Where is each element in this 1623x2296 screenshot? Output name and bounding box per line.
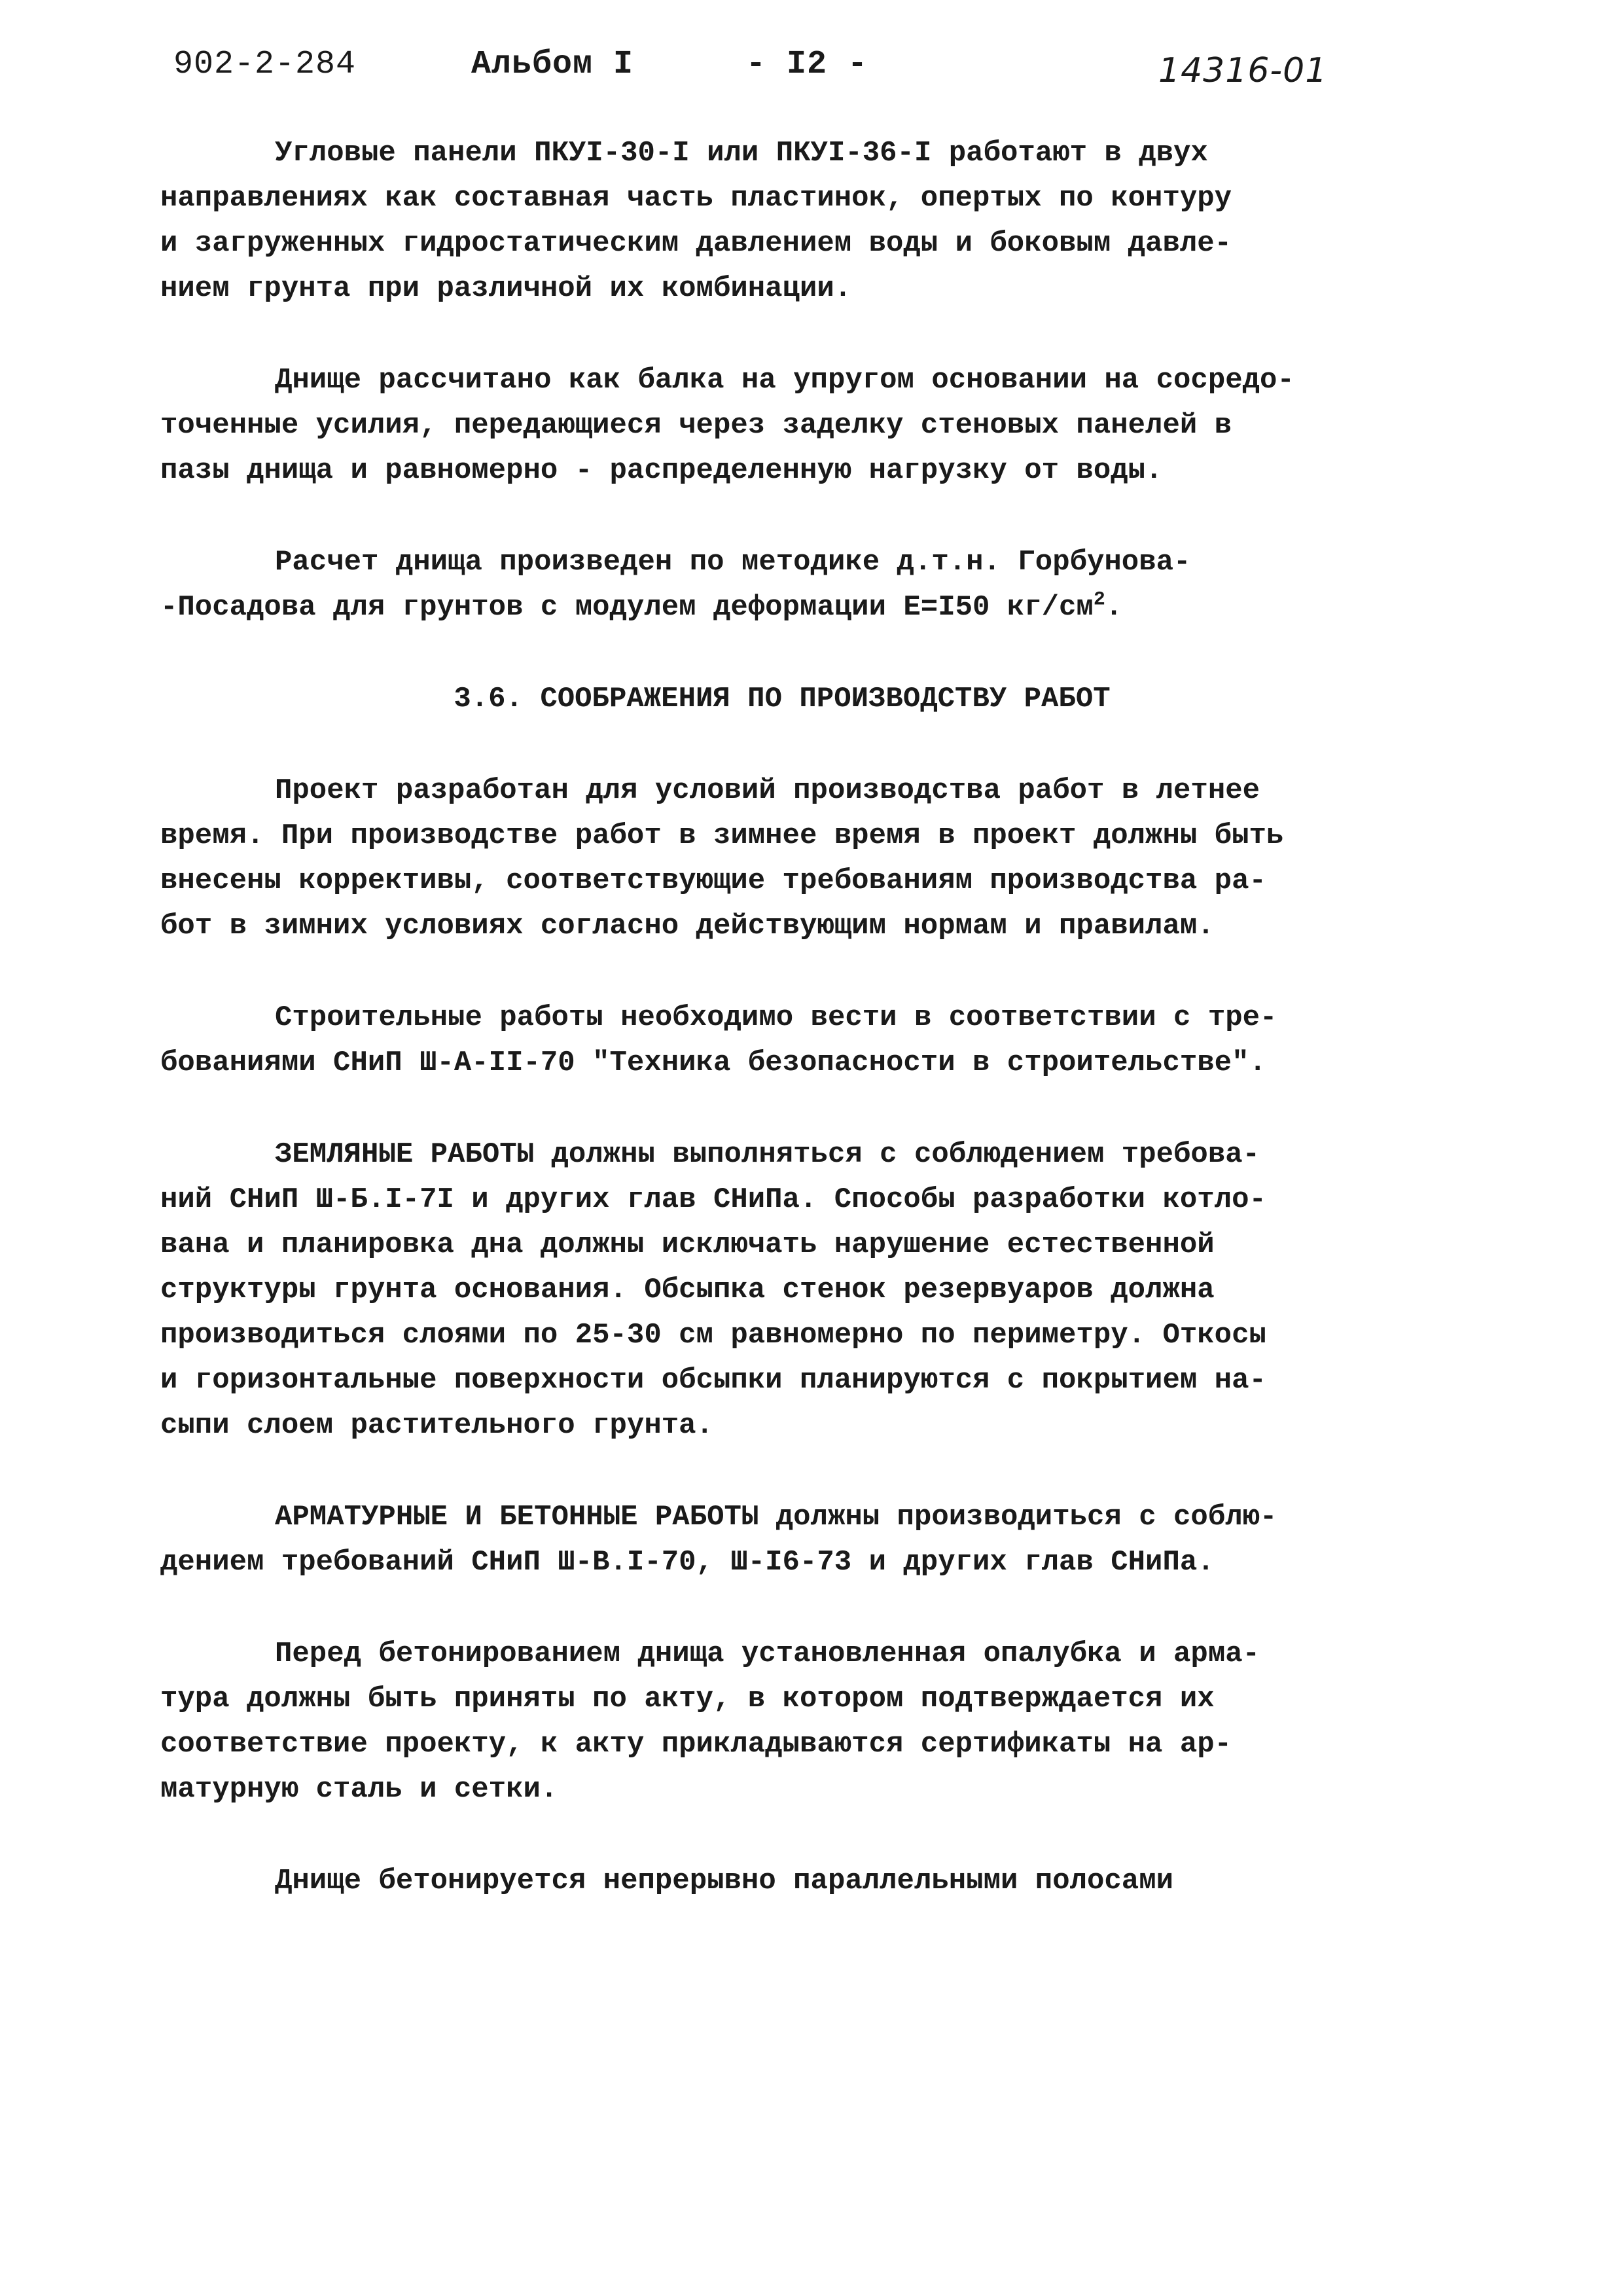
- text-line: Днище рассчитано как балка на упругом основании на сосредо-: [275, 364, 1294, 397]
- text-line: матурную сталь и сетки.: [160, 1773, 558, 1806]
- text-line: бот в зимних условиях согласно действующим нормам и правилам.: [160, 910, 1215, 942]
- text-line: ний СНиП Ш-Б.I-7I и других глав СНиПа. Способы разработки котло-: [160, 1183, 1266, 1216]
- text-line: соответствие проекту, к акту прикладываются сертификаты на ар-: [160, 1728, 1232, 1761]
- text-line: бованиями СНиП Ш-А-II-70 "Техника безопасности в строительстве".: [160, 1047, 1266, 1079]
- text-line: сыпи слоем растительного грунта.: [160, 1409, 713, 1442]
- text-line: и загруженных гидростатическим давлением воды и боковым давле-: [160, 227, 1232, 260]
- text-line: внесены коррективы, соответствующие требованиям производства ра-: [160, 865, 1266, 897]
- text-line-tail: .: [1105, 591, 1123, 624]
- text-line: и горизонтальные поверхности обсыпки планируются с покрытием на-: [160, 1364, 1266, 1397]
- paragraph-project-conditions: [160, 768, 1384, 949]
- text-line: направлениях как составная часть пластинок, опертых по контуру: [160, 182, 1232, 215]
- text-line: Расчет днища произведен по методике д.т.н. Горбунова-: [275, 546, 1191, 579]
- album-label: Альбом I: [471, 46, 634, 83]
- text-line: Перед бетонированием днища установленная опалубка и арма-: [275, 1638, 1260, 1670]
- text-line: [160, 585, 1384, 630]
- text-line: время. При производстве работ в зимнее время в проект должны быть: [160, 819, 1284, 852]
- text-line: Днище бетонируется непрерывно параллельными полосами: [275, 1865, 1174, 1897]
- text-line: точенные усилия, передающиеся через заделку стеновых панелей в: [160, 409, 1232, 442]
- text-line: АРМАТУРНЫЕ И БЕТОННЫЕ РАБОТЫ должны производиться с соблю-: [275, 1501, 1277, 1534]
- text-line: производиться слоями по 25-30 см равномерно по периметру. Откосы: [160, 1319, 1266, 1352]
- paragraph-calculation-method: [160, 540, 1384, 630]
- text-line: вана и планировка дна должны исключать нарушение естественной: [160, 1229, 1215, 1261]
- paragraph-reinforcement-concrete: [160, 1495, 1384, 1585]
- text-line: нием грунта при различной их комбинации.: [160, 272, 852, 305]
- text-line: Проект разработан для условий производства работ в летнее: [275, 774, 1260, 807]
- text-line: ЗЕМЛЯНЫЕ РАБОТЫ должны выполняться с соблюдением требова-: [275, 1138, 1260, 1171]
- paragraph-bottom-concreting: [160, 1859, 1384, 1904]
- document-code: 902-2-284: [173, 46, 357, 83]
- page-number: - I2 -: [746, 46, 868, 83]
- superscript-exponent: 2: [1093, 588, 1105, 611]
- page-header: [0, 39, 1623, 111]
- text-line: структуры грунта основания. Обсыпка стенок резервуаров должна: [160, 1274, 1215, 1306]
- text-line: Угловые панели ПКУI-30-I или ПКУI-36-I работают в двух: [275, 137, 1208, 170]
- text-line: дением требований СНиП Ш-В.I-70, Ш-I6-73 и других глав СНиПа.: [160, 1546, 1215, 1579]
- section-heading: 3.6. СООБРАЖЕНИЯ ПО ПРОИЗВОДСТВУ РАБОТ: [454, 683, 1111, 715]
- text-line-main: -Посадова для грунтов с модулем деформации Е=I50 кг/см: [160, 591, 1094, 624]
- paragraph-formwork-acceptance: [160, 1632, 1384, 1812]
- text-line: пазы днища и равномерно - распределенную нагрузку от воды.: [160, 454, 1163, 487]
- handwritten-number: 14316-01: [1158, 51, 1328, 90]
- paragraph-earthworks: [160, 1132, 1384, 1448]
- text-line: тура должны быть приняты по акту, в котором подтверждается их: [160, 1683, 1215, 1715]
- text-line: Строительные работы необходимо вести в соответствии с тре-: [275, 1001, 1277, 1034]
- paragraph-bottom-calculation: [160, 358, 1384, 493]
- paragraph-corner-panels: [160, 131, 1384, 312]
- body-text: [160, 131, 1384, 1950]
- paragraph-safety: [160, 996, 1384, 1086]
